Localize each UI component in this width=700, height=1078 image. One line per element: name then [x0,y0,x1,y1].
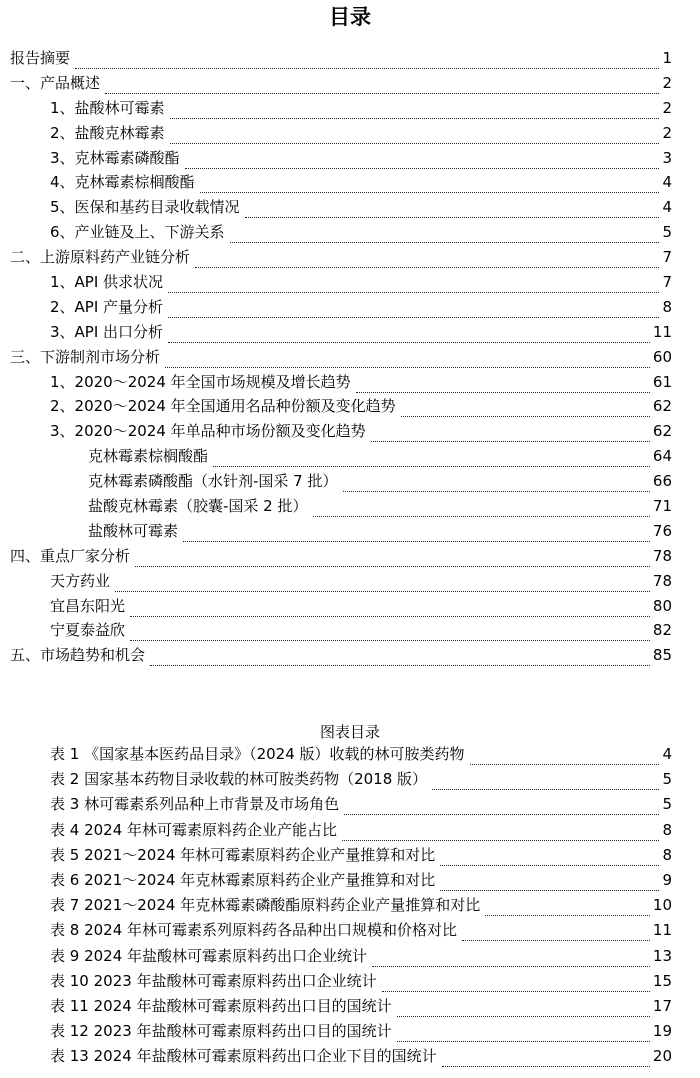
toc-entry-label: 盐酸林可霉素 [88,521,179,540]
toc-entry[interactable] [0,494,700,519]
toc-entry[interactable] [0,742,700,767]
toc-entry-label: 表 9 2024 年盐酸林可霉素原料药出口企业统计 [50,946,368,965]
dot-leader [213,452,650,467]
toc-entry[interactable] [0,792,700,817]
toc-entry-page: 85 [652,646,672,665]
dot-leader [185,154,660,169]
dot-leader [442,1052,650,1067]
table-of-contents [0,46,700,668]
toc-entry-page: 2 [662,98,672,117]
list-of-tables [0,742,700,1069]
toc-entry-page: 8 [662,845,672,864]
dot-leader [130,602,650,617]
toc-entry-page: 2 [662,73,672,92]
dot-leader [440,851,659,866]
toc-entry-page: 3 [662,148,672,167]
toc-entry-page: 19 [652,1022,672,1041]
toc-entry-label: 2、2020～2024 年全国通用名品种份额及变化趋势 [50,397,396,416]
toc-entry[interactable] [0,419,700,444]
toc-entry-page: 80 [652,596,672,615]
toc-entry-page: 15 [652,971,672,990]
dot-leader [183,527,650,542]
dot-leader [105,79,659,94]
toc-entry-page: 78 [652,546,672,565]
toc-entry-page: 62 [652,397,672,416]
dot-leader [356,378,650,393]
toc-entry[interactable] [0,918,700,943]
toc-entry-page: 62 [652,422,672,441]
toc-entry-label: 3、2020～2024 年单品种市场份额及变化趋势 [50,422,366,441]
toc-entry[interactable] [0,220,700,245]
toc-entry-page: 60 [652,347,672,366]
toc-entry-page: 8 [662,297,672,316]
toc-entry[interactable] [0,1044,700,1069]
toc-entry-label: 4、克林霉素棕榈酸酯 [50,173,195,192]
dot-leader [195,253,659,268]
toc-entry-label: 表 6 2021～2024 年克林霉素原料药企业产量推算和对比 [50,870,436,889]
toc-entry-page: 1 [662,49,672,67]
toc-entry[interactable] [0,519,700,544]
toc-entry[interactable] [0,994,700,1019]
toc-entry-page: 7 [662,273,672,292]
toc-entry-label: 3、API 出口分析 [50,322,164,341]
toc-entry[interactable] [0,893,700,918]
toc-entry-label: 报告摘要 [10,49,71,67]
toc-entry-page: 17 [652,996,672,1015]
toc-entry-page: 7 [662,248,672,267]
toc-entry[interactable] [0,767,700,792]
toc-entry-label: 表 11 2024 年盐酸林可霉素原料药出口目的国统计 [50,996,392,1015]
toc-entry-label: 二、上游原料药产业链分析 [10,248,191,267]
dot-leader [170,129,660,144]
dot-leader [401,402,650,417]
dot-leader [371,427,650,442]
toc-entry[interactable] [0,469,700,494]
toc-entry[interactable] [0,843,700,868]
toc-entry[interactable] [0,345,700,370]
toc-entry[interactable] [0,170,700,195]
toc-entry[interactable] [0,146,700,171]
toc-entry[interactable] [0,46,700,71]
toc-entry-label: 克林霉素磷酸酯（水针剂-国采 7 批） [88,472,338,491]
toc-entry[interactable] [0,370,700,395]
toc-entry-page: 13 [652,946,672,965]
toc-entry-label: 表 3 林可霉素系列品种上市背景及市场角色 [50,795,340,814]
toc-entry-label: 五、市场趋势和机会 [10,646,146,665]
toc-entry-label: 三、下游制剂市场分析 [10,347,161,366]
toc-entry-label: 宁夏泰益欣 [50,621,126,640]
dot-leader [440,876,659,891]
toc-entry-page: 5 [662,770,672,789]
dot-leader [397,1027,650,1042]
toc-entry[interactable] [0,1019,700,1044]
dot-leader [150,651,650,666]
dot-leader [168,303,659,318]
toc-entry-label: 四、重点厂家分析 [10,546,131,565]
toc-entry-label: 3、克林霉素磷酸酯 [50,148,180,167]
dot-leader [470,750,660,765]
dot-leader [165,353,650,368]
toc-entry[interactable] [0,270,700,295]
toc-entry-label: 1、2020～2024 年全国市场规模及增长趋势 [50,372,351,391]
toc-entry-label: 天方药业 [50,571,111,590]
page-title: 目录 [329,5,371,29]
dot-leader [344,800,659,815]
toc-entry-label: 克林霉素棕榈酸酯 [88,447,209,466]
toc-entry[interactable] [0,944,700,969]
toc-entry-label: 表 7 2021～2024 年克林霉素磷酸酯原料药企业产量推算和对比 [50,896,481,915]
dot-leader [200,178,660,193]
toc-entry[interactable] [0,868,700,893]
toc-entry[interactable] [0,969,700,994]
toc-entry-label: 1、API 供求状况 [50,273,164,292]
toc-entry-page: 8 [662,820,672,839]
toc-entry[interactable] [0,544,700,569]
dot-leader [168,328,650,343]
toc-entry-label: 表 8 2024 年林可霉素系列原料药各品种出口规模和价格对比 [50,921,458,940]
toc-entry-page: 78 [652,571,672,590]
toc-entry[interactable] [0,121,700,146]
dot-leader [313,502,650,517]
toc-entry[interactable] [0,594,700,619]
toc-entry-page: 10 [652,896,672,915]
toc-entry[interactable] [0,245,700,270]
dot-leader [75,54,659,69]
dot-leader [372,952,650,967]
toc-entry-label: 1、盐酸林可霉素 [50,98,165,117]
toc-entry[interactable] [0,320,700,345]
toc-entry-label: 表 5 2021～2024 年林可霉素原料药企业产量推算和对比 [50,845,436,864]
toc-entry[interactable] [0,71,700,96]
toc-entry-label: 表 1 《国家基本医药品目录》（2024 版）收载的林可胺类药物 [50,745,465,763]
dot-leader [230,228,660,243]
toc-entry-page: 11 [652,921,672,940]
toc-entry[interactable] [0,618,700,643]
toc-entry-page: 66 [652,472,672,491]
dot-leader [130,626,650,641]
toc-entry-label: 表 10 2023 年盐酸林可霉素原料药出口企业统计 [50,971,377,990]
toc-entry[interactable] [0,96,700,121]
toc-entry-page: 20 [652,1047,672,1066]
toc-entry-label: 表 12 2023 年盐酸林可霉素原料药出口目的国统计 [50,1022,392,1041]
toc-entry-label: 5、医保和基药目录收载情况 [50,198,240,217]
toc-entry-label: 宜昌东阳光 [50,596,126,615]
dot-leader [170,104,660,119]
toc-entry-label: 盐酸克林霉素（胶囊-国采 2 批） [88,497,308,516]
toc-entry[interactable] [0,394,700,419]
dot-leader [462,926,650,941]
dot-leader [168,278,659,293]
toc-entry-page: 9 [662,870,672,889]
toc-entry-page: 82 [652,621,672,640]
toc-entry[interactable] [0,295,700,320]
toc-entry-label: 表 2 国家基本药物目录收载的林可胺类药物（2018 版） [50,770,428,789]
toc-entry-label: 一、产品概述 [10,73,101,92]
toc-entry-label: 6、产业链及上、下游关系 [50,223,225,242]
dot-leader [135,552,650,567]
dot-leader [397,1002,650,1017]
dot-leader [485,901,650,916]
toc-entry-page: 4 [662,198,672,217]
toc-entry-page: 4 [662,173,672,192]
toc-entry[interactable] [0,818,700,843]
toc-entry-page: 4 [662,745,672,763]
toc-entry-label: 表 13 2024 年盐酸林可霉素原料药出口企业下目的国统计 [50,1047,437,1066]
dot-leader [432,775,659,790]
toc-entry-page: 2 [662,123,672,142]
toc-entry[interactable] [0,444,700,469]
list-of-tables-title: 图表目录 [319,723,380,741]
dot-leader [342,826,659,841]
toc-entry-page: 76 [652,521,672,540]
dot-leader [382,977,650,992]
dot-leader [245,203,660,218]
toc-entry[interactable] [0,195,700,220]
toc-entry-page: 71 [652,497,672,516]
toc-entry-page: 64 [652,447,672,466]
toc-entry-page: 11 [652,322,672,341]
toc-entry-label: 2、盐酸克林霉素 [50,123,165,142]
toc-entry-label: 2、API 产量分析 [50,297,164,316]
toc-entry-page: 5 [662,795,672,814]
toc-entry-page: 61 [652,372,672,391]
toc-entry-label: 表 4 2024 年林可霉素原料药企业产能占比 [50,820,338,839]
dot-leader [343,477,650,492]
dot-leader [115,577,650,592]
toc-entry[interactable] [0,569,700,594]
toc-entry-page: 5 [662,223,672,242]
toc-entry[interactable] [0,643,700,668]
